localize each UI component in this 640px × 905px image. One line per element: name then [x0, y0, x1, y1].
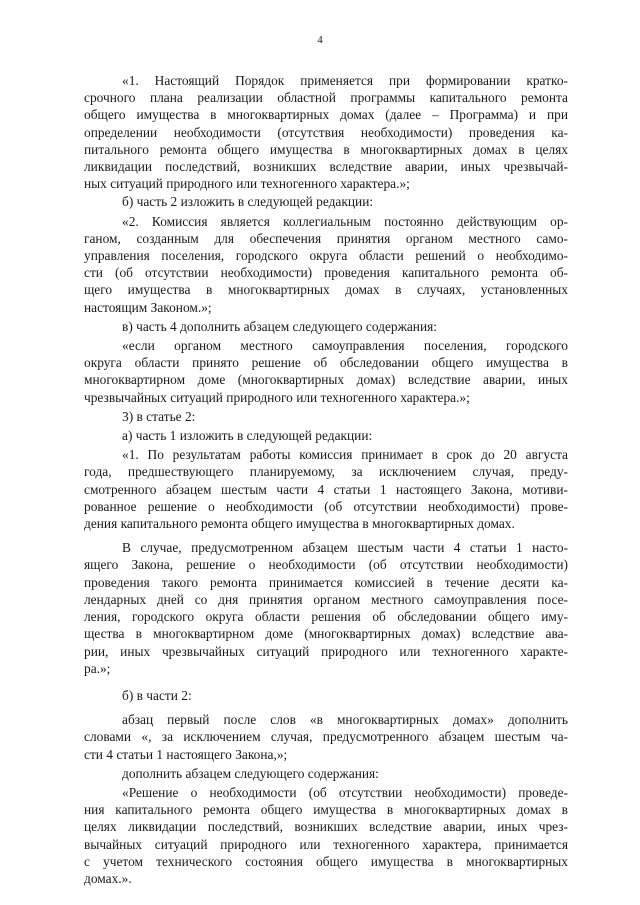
text-line: чрезвычайных ситуаций природного или техногенного характера.»;: [84, 389, 470, 405]
text-line: «если органом местного самоуправления поселения, городского: [122, 338, 568, 354]
paragraph-add-abzac: [84, 765, 568, 782]
paragraph-first-abzac: [84, 711, 568, 763]
text-line: в) часть 4 дополнить абзацем следующего содержания:: [122, 318, 438, 334]
text-line: многоквартирном доме (многоквартирных домах) вследствие аварии, иных: [84, 372, 568, 388]
text-line: года, предшествующего планируемому, за исключением случая, преду-: [84, 464, 568, 480]
text-line: 3) в статье 2:: [122, 408, 196, 424]
text-line: дополнить абзацем следующего содержания:: [122, 765, 379, 781]
paragraph-article-1-clause-1: [84, 72, 568, 192]
text-line: ликвидации последствий, возникших вследствие аварии, иных чрезвычай-: [84, 159, 568, 175]
page-number: 4: [317, 34, 323, 46]
text-line: дения капитального ремонта общего имущества в многоквартирных домах.: [84, 516, 515, 532]
text-line: б) часть 2 изложить в следующей редакции:: [122, 194, 374, 210]
text-line: абзац первый после слов «в многоквартирных домах» дополнить: [122, 712, 568, 728]
text-line: с учетом технического состояния общего имущества в многоквартирных: [84, 853, 568, 869]
text-line: б) в части 2:: [122, 687, 192, 703]
paragraph-special-case: [84, 539, 568, 677]
paragraph-clause-4-addition: [84, 337, 568, 406]
text-line: управления поселения, городского округа области решений о необходимо-: [84, 248, 568, 264]
text-line: питального ремонта общего имущества в многоквартирных домах в целях: [84, 141, 568, 157]
text-line: а) часть 1 изложить в следующей редакции:: [122, 428, 373, 444]
text-line: сти (об отсутствии необходимости) проведения капитального ремонта об-: [84, 265, 568, 281]
text-line: щего имущества в многоквартирных домах в случаях, установленных: [84, 282, 568, 298]
paragraph-clause-2: [84, 213, 568, 316]
text-line: вычайных ситуаций природного или техногенного характера, принимается: [84, 836, 568, 852]
text-line: целях ликвидации последствий, возникших вследствие аварии, иных чрез-: [84, 819, 568, 835]
text-line: ганом, созданным для обеспечения принятия органом местного само-: [84, 230, 568, 246]
text-line: «1. Настоящий Порядок применяется при формировании кратко-: [122, 73, 568, 88]
text-line: настоящим Законом.»;: [84, 299, 212, 315]
paragraph-subitem-v: [84, 318, 568, 335]
paragraph-article-2-clause-1: [84, 446, 568, 532]
text-line: «1. По результатам работы комиссия принимает в срок до 20 августа: [122, 447, 568, 463]
text-line: рованное решение о необходимости (об отсутствии необходимости) прове-: [84, 498, 568, 514]
text-line: рии, иных чрезвычайных ситуаций природного или техногенного характе-: [84, 643, 568, 659]
text-line: проведения такого ремонта принимается комиссией в течение десяти ка-: [84, 574, 568, 590]
paragraph-decision-text: [84, 784, 568, 887]
text-line: «2. Комиссия является коллегиальным постоянно действующим ор-: [122, 213, 568, 229]
text-line: общего имущества в многоквартирных домах (далее – Программа) и при: [84, 107, 568, 123]
text-line: ных ситуаций природного или техногенного характера.»;: [84, 176, 410, 192]
text-line: ящего Закона, решение о необходимости (об отсутствии необходимости): [84, 557, 568, 573]
document-body: [84, 72, 568, 887]
text-line: округа области принято решение об обследовании общего имущества в: [84, 355, 568, 371]
text-line: щества в многоквартирном доме (многоквартирных домах) вследствие ава-: [84, 626, 568, 642]
text-line: словами «, за исключением случая, предусмотренного абзацем шестым ча-: [84, 729, 568, 745]
text-line: определении необходимости (отсутствия необходимости) проведения ка-: [84, 124, 568, 140]
text-line: «Решение о необходимости (об отсутствии необходимости) проведе-: [122, 784, 568, 800]
text-line: сти 4 статьи 1 настоящего Закона,»;: [84, 746, 288, 762]
text-line: В случае, предусмотренном абзацем шестым части 4 статьи 1 насто-: [122, 540, 568, 556]
text-line: домах.».: [84, 870, 132, 886]
text-line: лендарных дней со дня принятия органом местного самоуправления посе-: [84, 591, 568, 607]
text-line: срочного плана реализации областной программы капитального ремонта: [84, 90, 568, 106]
text-line: ра.»;: [84, 660, 111, 676]
paragraph-subitem-b-part-2: [84, 687, 568, 704]
text-line: ления, городского округа области решения об обследовании общего иму-: [84, 609, 568, 625]
paragraph-item-3: [84, 408, 568, 425]
text-line: смотренного абзацем шестым части 4 статьи 1 настоящего Закона, мотиви-: [84, 481, 568, 497]
paragraph-subitem-b: [84, 193, 568, 210]
paragraph-subitem-a: [84, 427, 568, 444]
text-line: ния капитального ремонта общего имущества в многоквартирных домах в: [84, 802, 568, 818]
